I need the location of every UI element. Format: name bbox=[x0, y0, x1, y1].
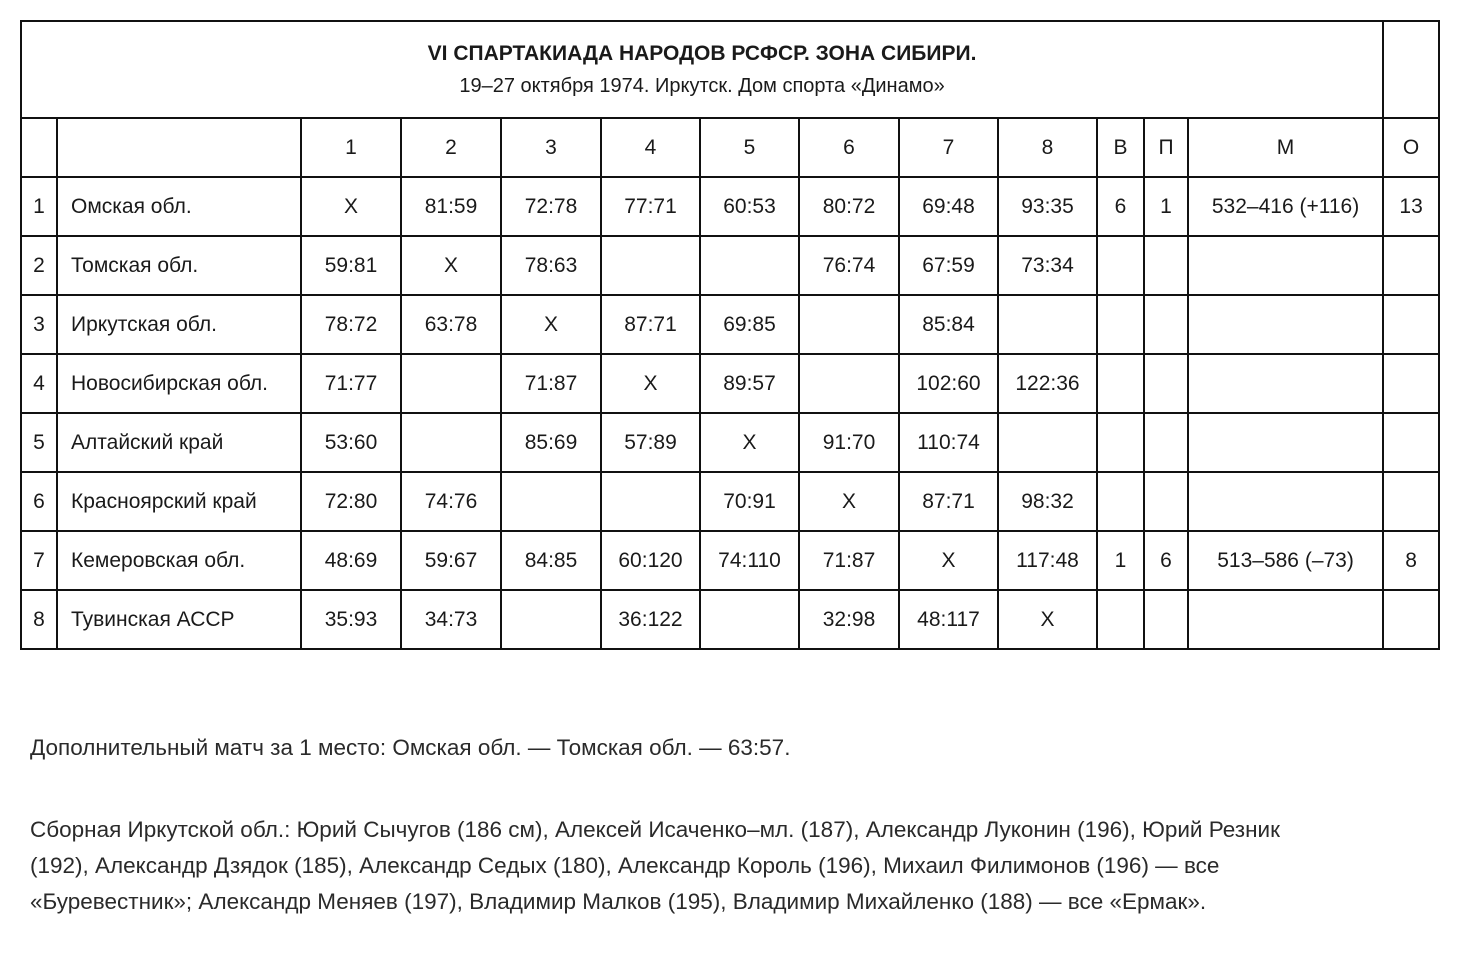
result-cell: 34:73 bbox=[401, 590, 501, 649]
column-header: П bbox=[1144, 118, 1188, 177]
wins-cell bbox=[1097, 413, 1144, 472]
result-cell: 32:98 bbox=[799, 590, 899, 649]
team-name: Кемеровская обл. bbox=[57, 531, 301, 590]
result-cell bbox=[501, 590, 601, 649]
title-empty-cell bbox=[1383, 21, 1439, 118]
result-cell: 117:48 bbox=[998, 531, 1097, 590]
wins-cell bbox=[1097, 590, 1144, 649]
result-cell: 122:36 bbox=[998, 354, 1097, 413]
wins-cell: 6 bbox=[1097, 177, 1144, 236]
points-diff-cell bbox=[1188, 413, 1383, 472]
score-cell: 13 bbox=[1383, 177, 1439, 236]
result-cell: 48:69 bbox=[301, 531, 401, 590]
column-header: 3 bbox=[501, 118, 601, 177]
points-diff-cell bbox=[1188, 354, 1383, 413]
result-cell: X bbox=[700, 413, 799, 472]
result-cell: 73:34 bbox=[998, 236, 1097, 295]
result-cell: 87:71 bbox=[899, 472, 998, 531]
result-cell: 63:78 bbox=[401, 295, 501, 354]
result-cell: 74:76 bbox=[401, 472, 501, 531]
table-row bbox=[21, 177, 1439, 236]
result-cell: 53:60 bbox=[301, 413, 401, 472]
table-row bbox=[21, 590, 1439, 649]
table-body bbox=[21, 21, 1439, 649]
result-cell: 87:71 bbox=[601, 295, 700, 354]
result-cell bbox=[601, 472, 700, 531]
result-cell: 85:69 bbox=[501, 413, 601, 472]
result-cell: 48:117 bbox=[899, 590, 998, 649]
result-cell bbox=[998, 413, 1097, 472]
result-cell: 76:74 bbox=[799, 236, 899, 295]
score-cell bbox=[1383, 236, 1439, 295]
result-cell: 69:85 bbox=[700, 295, 799, 354]
row-number: 1 bbox=[21, 177, 57, 236]
team-name: Томская обл. bbox=[57, 236, 301, 295]
result-cell: 59:81 bbox=[301, 236, 401, 295]
result-cell: X bbox=[998, 590, 1097, 649]
column-header: 2 bbox=[401, 118, 501, 177]
header-row bbox=[21, 118, 1439, 177]
team-name: Красноярский край bbox=[57, 472, 301, 531]
column-header bbox=[57, 118, 301, 177]
team-name: Иркутская обл. bbox=[57, 295, 301, 354]
result-cell: 35:93 bbox=[301, 590, 401, 649]
points-diff-cell bbox=[1188, 472, 1383, 531]
result-cell bbox=[998, 295, 1097, 354]
row-number: 3 bbox=[21, 295, 57, 354]
table-row bbox=[21, 295, 1439, 354]
result-cell: X bbox=[899, 531, 998, 590]
result-cell bbox=[401, 354, 501, 413]
result-cell: X bbox=[799, 472, 899, 531]
result-cell: 93:35 bbox=[998, 177, 1097, 236]
column-header: 8 bbox=[998, 118, 1097, 177]
result-cell: X bbox=[501, 295, 601, 354]
column-header: О bbox=[1383, 118, 1439, 177]
result-cell: 102:60 bbox=[899, 354, 998, 413]
row-number: 4 bbox=[21, 354, 57, 413]
column-header bbox=[21, 118, 57, 177]
result-cell bbox=[799, 354, 899, 413]
result-cell: 98:32 bbox=[998, 472, 1097, 531]
result-cell bbox=[700, 236, 799, 295]
result-cell: 69:48 bbox=[899, 177, 998, 236]
result-cell: 70:91 bbox=[700, 472, 799, 531]
result-cell: 57:89 bbox=[601, 413, 700, 472]
losses-cell: 6 bbox=[1144, 531, 1188, 590]
title-cell bbox=[21, 21, 1383, 118]
result-cell: 110:74 bbox=[899, 413, 998, 472]
score-cell bbox=[1383, 295, 1439, 354]
wins-cell bbox=[1097, 472, 1144, 531]
losses-cell bbox=[1144, 472, 1188, 531]
standings-table-wrapper bbox=[20, 20, 1440, 650]
wins-cell bbox=[1097, 354, 1144, 413]
wins-cell bbox=[1097, 295, 1144, 354]
team-name: Алтайский край bbox=[57, 413, 301, 472]
roster-note: Сборная Иркутской обл.: Юрий Сычугов (186 см), Алексей Исаченко–мл. (187), Александр Луконин (196), Юрий Резник (192), Александр Дзядок (185), Александр Седых (180), Александр Король (196), Михаил Филимонов (196) — все «Буревестник»; Александр Меняев (197), Владимир Малков (195), Владимир Михайленко (188) — все «Ермак». bbox=[30, 817, 1280, 914]
result-cell bbox=[501, 472, 601, 531]
wins-cell bbox=[1097, 236, 1144, 295]
result-cell: 71:87 bbox=[799, 531, 899, 590]
column-header: В bbox=[1097, 118, 1144, 177]
column-header: 5 bbox=[700, 118, 799, 177]
result-cell: X bbox=[601, 354, 700, 413]
result-cell: 80:72 bbox=[799, 177, 899, 236]
row-number: 6 bbox=[21, 472, 57, 531]
points-diff-cell: 532–416 (+116) bbox=[1188, 177, 1383, 236]
result-cell: 89:57 bbox=[700, 354, 799, 413]
team-name: Новосибирская обл. bbox=[57, 354, 301, 413]
table-row bbox=[21, 236, 1439, 295]
row-number: 8 bbox=[21, 590, 57, 649]
table-row bbox=[21, 354, 1439, 413]
table-title: VI СПАРТАКИАДА НАРОДОВ РСФСР. ЗОНА СИБИРИ. bbox=[427, 41, 977, 65]
losses-cell bbox=[1144, 354, 1188, 413]
row-number: 7 bbox=[21, 531, 57, 590]
extra-match-note: Дополнительный матч за 1 место: Омская обл. — Томская обл. — 63:57. bbox=[30, 735, 791, 760]
result-cell: 71:87 bbox=[501, 354, 601, 413]
table-row bbox=[21, 472, 1439, 531]
column-header: 1 bbox=[301, 118, 401, 177]
row-number: 2 bbox=[21, 236, 57, 295]
wins-cell: 1 bbox=[1097, 531, 1144, 590]
points-diff-cell bbox=[1188, 590, 1383, 649]
result-cell: 78:63 bbox=[501, 236, 601, 295]
result-cell: 60:120 bbox=[601, 531, 700, 590]
points-diff-cell bbox=[1188, 295, 1383, 354]
result-cell: 77:71 bbox=[601, 177, 700, 236]
column-header: 7 bbox=[899, 118, 998, 177]
result-cell: X bbox=[301, 177, 401, 236]
result-cell: 36:122 bbox=[601, 590, 700, 649]
result-cell: X bbox=[401, 236, 501, 295]
result-cell: 84:85 bbox=[501, 531, 601, 590]
points-diff-cell bbox=[1188, 236, 1383, 295]
team-name: Тувинская АССР bbox=[57, 590, 301, 649]
result-cell bbox=[401, 413, 501, 472]
column-header: 6 bbox=[799, 118, 899, 177]
standings-table bbox=[20, 20, 1440, 650]
team-name: Омская обл. bbox=[57, 177, 301, 236]
table-row bbox=[21, 413, 1439, 472]
table-row bbox=[21, 531, 1439, 590]
losses-cell bbox=[1144, 590, 1188, 649]
score-cell bbox=[1383, 413, 1439, 472]
result-cell: 67:59 bbox=[899, 236, 998, 295]
result-cell: 71:77 bbox=[301, 354, 401, 413]
result-cell: 74:110 bbox=[700, 531, 799, 590]
losses-cell bbox=[1144, 295, 1188, 354]
column-header: 4 bbox=[601, 118, 700, 177]
result-cell: 85:84 bbox=[899, 295, 998, 354]
score-cell bbox=[1383, 472, 1439, 531]
result-cell: 91:70 bbox=[799, 413, 899, 472]
result-cell: 59:67 bbox=[401, 531, 501, 590]
result-cell bbox=[799, 295, 899, 354]
losses-cell: 1 bbox=[1144, 177, 1188, 236]
score-cell bbox=[1383, 354, 1439, 413]
result-cell: 60:53 bbox=[700, 177, 799, 236]
column-header: М bbox=[1188, 118, 1383, 177]
row-number: 5 bbox=[21, 413, 57, 472]
result-cell: 81:59 bbox=[401, 177, 501, 236]
score-cell: 8 bbox=[1383, 531, 1439, 590]
result-cell: 78:72 bbox=[301, 295, 401, 354]
result-cell bbox=[601, 236, 700, 295]
title-row bbox=[21, 21, 1439, 118]
result-cell bbox=[700, 590, 799, 649]
score-cell bbox=[1383, 590, 1439, 649]
points-diff-cell: 513–586 (–73) bbox=[1188, 531, 1383, 590]
table-subtitle: 19–27 октября 1974. Иркутск. Дом спорта «Динамо» bbox=[459, 74, 945, 97]
losses-cell bbox=[1144, 236, 1188, 295]
result-cell: 72:78 bbox=[501, 177, 601, 236]
result-cell: 72:80 bbox=[301, 472, 401, 531]
losses-cell bbox=[1144, 413, 1188, 472]
